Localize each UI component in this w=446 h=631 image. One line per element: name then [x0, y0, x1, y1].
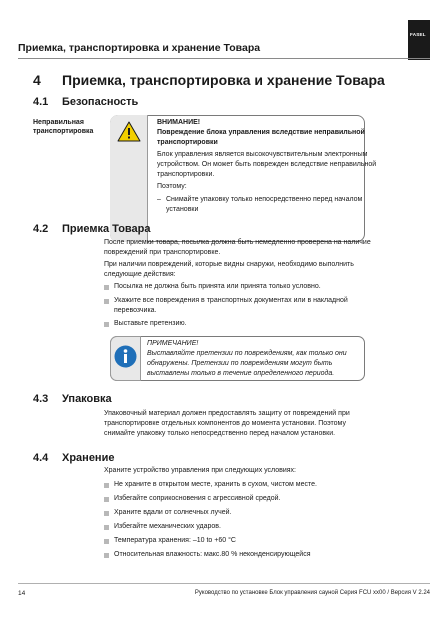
running-header-title: Приемка, транспортировка и хранение Товара [18, 42, 261, 54]
section-4-1-title: Безопасность [62, 96, 139, 108]
bullet-marker [104, 539, 109, 544]
warning-subheading: Повреждение блока управления вследствие неправильной [157, 129, 365, 136]
list-item: Не храните в открытом месте, хранить в сухом, чистом месте. [114, 481, 317, 488]
warning-body: устройством. Он может быть поврежден вследствие неправильной [157, 161, 377, 168]
note-body: выставлены только в течение определенного периода. [147, 370, 335, 377]
warning-therefore: Поэтому: [157, 183, 187, 190]
bullet-marker [104, 497, 109, 502]
logo-text: FASEL [410, 32, 426, 37]
side-label-line: Неправильная [33, 119, 84, 126]
side-label [33, 118, 93, 136]
warning-body: Блок управления является высокочувствительным электронным [157, 151, 368, 158]
footer-divider [18, 583, 430, 584]
warning-action: Снимайте упаковку только непосредственно перед началом [166, 196, 363, 203]
bullet-marker [104, 511, 109, 516]
list-item: Относительная влажность: макс.80 % неконденсирующейся [114, 551, 311, 558]
bullet-marker [104, 483, 109, 488]
note-body: обнаружены. Претензии по повреждениям могут быть [147, 360, 333, 367]
section-4-2-number: 4.2 [33, 223, 49, 235]
paragraph-line: повреждений при транспортировке. [104, 249, 221, 256]
footer-document-title: Руководство по установке Блок управления сауной Серия FCU xx00 / Версия V 2.24 [194, 590, 430, 596]
note-body: Выставляйте претензии по повреждениям, как только они [147, 350, 347, 357]
list-item: Выставьте претензию. [114, 320, 187, 327]
section-4-3-number: 4.3 [33, 393, 49, 405]
bullet-marker [104, 285, 109, 290]
chapter-number: 4 [33, 72, 41, 88]
page-number: 14 [18, 590, 26, 597]
list-item: Укажите все повреждения в транспортных документах или в накладной [114, 297, 348, 304]
list-item: Избегайте механических ударов. [114, 523, 221, 530]
brand-logo [408, 20, 430, 60]
header-divider [18, 58, 430, 59]
warning-heading: ВНИМАНИЕ! [157, 119, 201, 126]
list-item: Посылка не должна быть принята или принята только условно. [114, 283, 321, 290]
paragraph-line: снимайте упаковку только непосредственно перед началом установки. [104, 430, 336, 437]
side-label-line: транспортировка [33, 128, 94, 135]
section-4-1-number: 4.1 [33, 96, 49, 108]
list-item: Избегайте соприкосновения с агрессивной средой. [114, 495, 281, 502]
warning-action: установки [166, 206, 199, 213]
paragraph-line: При наличии повреждений, которые видны снаружи, необходимо выполнить [104, 261, 354, 268]
section-4-4-number: 4.4 [33, 452, 49, 464]
list-item: Храните вдали от солнечных лучей. [114, 509, 232, 516]
paragraph-line: Храните устройство управления при следующих условиях: [104, 467, 296, 474]
chapter-title: Приемка, транспортировка и хранение Товара [62, 72, 385, 88]
section-4-2-title: Приемка Товара [62, 223, 151, 235]
list-item: Температура хранения: –10 to +60 °C [114, 537, 236, 544]
note-heading: ПРИМЕЧАНИЕ! [147, 340, 199, 347]
paragraph-line: транспортировке отдельных компонентов до момента установки. Поэтому [104, 420, 346, 427]
paragraph-line: Упаковочный материал должен предоставлять защиту от повреждений при [104, 410, 350, 417]
dash-marker: – [157, 196, 161, 203]
paragraph-line: следующие действия: [104, 271, 176, 278]
bullet-marker [104, 525, 109, 530]
warning-icon [117, 121, 141, 142]
paragraph-line: После приемки товара, посылка должна быть немедленно проверена на наличие [104, 239, 371, 246]
info-icon [114, 345, 137, 368]
bullet-marker [104, 553, 109, 558]
bullet-marker [104, 322, 109, 327]
warning-body: транспортировки. [157, 171, 215, 178]
section-4-3-title: Упаковка [62, 393, 112, 405]
section-4-4-title: Хранение [62, 452, 115, 464]
list-item-continuation: перевозчика. [114, 307, 157, 314]
bullet-marker [104, 299, 109, 304]
warning-subheading: транспортировки [157, 139, 218, 146]
